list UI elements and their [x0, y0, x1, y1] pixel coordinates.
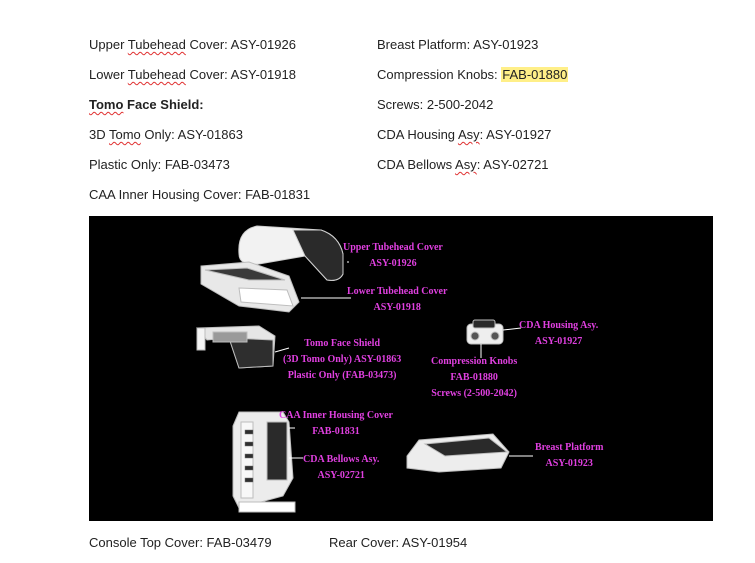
label-line: CDA Housing Asy. — [519, 320, 599, 331]
label-line: Breast Platform — [535, 442, 604, 453]
plastic-only-line: Plastic Only: FAB-03473 — [89, 157, 230, 172]
label-caa-inner-housing — [279, 408, 393, 440]
caa-inner-housing-line: CAA Inner Housing Cover: FAB-01831 — [89, 187, 311, 202]
tomo-face-shield-heading — [89, 97, 204, 113]
label-tomo-face-shield — [283, 336, 401, 384]
spellcheck-word: Tubehead — [127, 67, 186, 82]
label-compression-knobs — [431, 354, 517, 402]
text: 3D — [89, 127, 109, 142]
text: Cover: ASY-01918 — [185, 67, 296, 82]
text: Lower — [89, 67, 128, 82]
label-line: Upper Tubehead Cover — [343, 242, 443, 253]
text: : ASY-01927 — [479, 127, 552, 142]
cda-housing-illustration — [467, 320, 503, 344]
label-line: CDA Bellows Asy. — [303, 454, 380, 465]
spellcheck-word: Tomo — [109, 127, 141, 142]
cda-bellows-line — [377, 157, 549, 173]
label-cda-housing — [519, 318, 598, 350]
exploded-parts-diagram — [89, 216, 713, 521]
label-line: CAA Inner Housing Cover — [279, 410, 393, 421]
tomo-3d-only-line — [89, 127, 243, 143]
text: Compression Knobs: — [377, 67, 502, 82]
lower-tubehead-cover-line — [89, 67, 296, 83]
label-line: ASY-02721 — [317, 470, 365, 481]
text: Face Shield: — [123, 97, 204, 112]
lower-tubehead-cover-illustration — [201, 262, 299, 312]
spellcheck-word: Tomo — [89, 97, 124, 112]
label-line: Plastic Only (FAB-03473) — [287, 370, 397, 381]
label-breast-platform — [535, 440, 603, 472]
text: : ASY-02721 — [476, 157, 549, 172]
console-top-cover-line: Console Top Cover: FAB-03479 — [89, 535, 272, 550]
screws-line: Screws: 2-500-2042 — [377, 97, 494, 112]
spellcheck-word: Asy — [455, 157, 477, 172]
cda-housing-line — [377, 127, 551, 143]
spellcheck-word: Tubehead — [127, 37, 186, 52]
breast-platform-line: Breast Platform: ASY-01923 — [377, 37, 539, 52]
label-line: ASY-01923 — [545, 458, 593, 469]
label-line: ASY-01926 — [369, 258, 417, 269]
spellcheck-word: Asy — [457, 127, 480, 142]
label-line: FAB-01831 — [312, 426, 360, 437]
label-line: Screws (2-500-2042) — [431, 388, 517, 399]
label-cda-bellows — [303, 452, 379, 484]
text: Cover: ASY-01926 — [185, 37, 296, 52]
label-line: ASY-01927 — [534, 336, 583, 347]
text: Upper — [89, 37, 128, 52]
text: Only: ASY-01863 — [140, 127, 243, 142]
upper-tubehead-cover-line — [89, 37, 296, 53]
tomo-face-shield-illustration — [197, 326, 275, 368]
breast-platform-illustration — [407, 434, 509, 472]
compression-knobs-line — [377, 67, 568, 83]
label-upper-tubehead-cover — [343, 240, 443, 272]
label-lower-tubehead-cover — [347, 284, 447, 316]
label-line: Compression Knobs — [431, 356, 518, 367]
highlighted-part-number: FAB-01880 — [502, 67, 568, 82]
text: CDA Housing — [377, 127, 458, 142]
label-line: ASY-01918 — [373, 302, 421, 313]
label-line: (3D Tomo Only) ASY-01863 — [283, 354, 402, 365]
label-line: FAB-01880 — [450, 372, 498, 383]
rear-cover-line: Rear Cover: ASY-01954 — [329, 535, 468, 550]
label-line: Lower Tubehead Cover — [347, 286, 448, 297]
label-line: Tomo Face Shield — [304, 338, 381, 349]
text: CDA Bellows — [377, 157, 456, 172]
